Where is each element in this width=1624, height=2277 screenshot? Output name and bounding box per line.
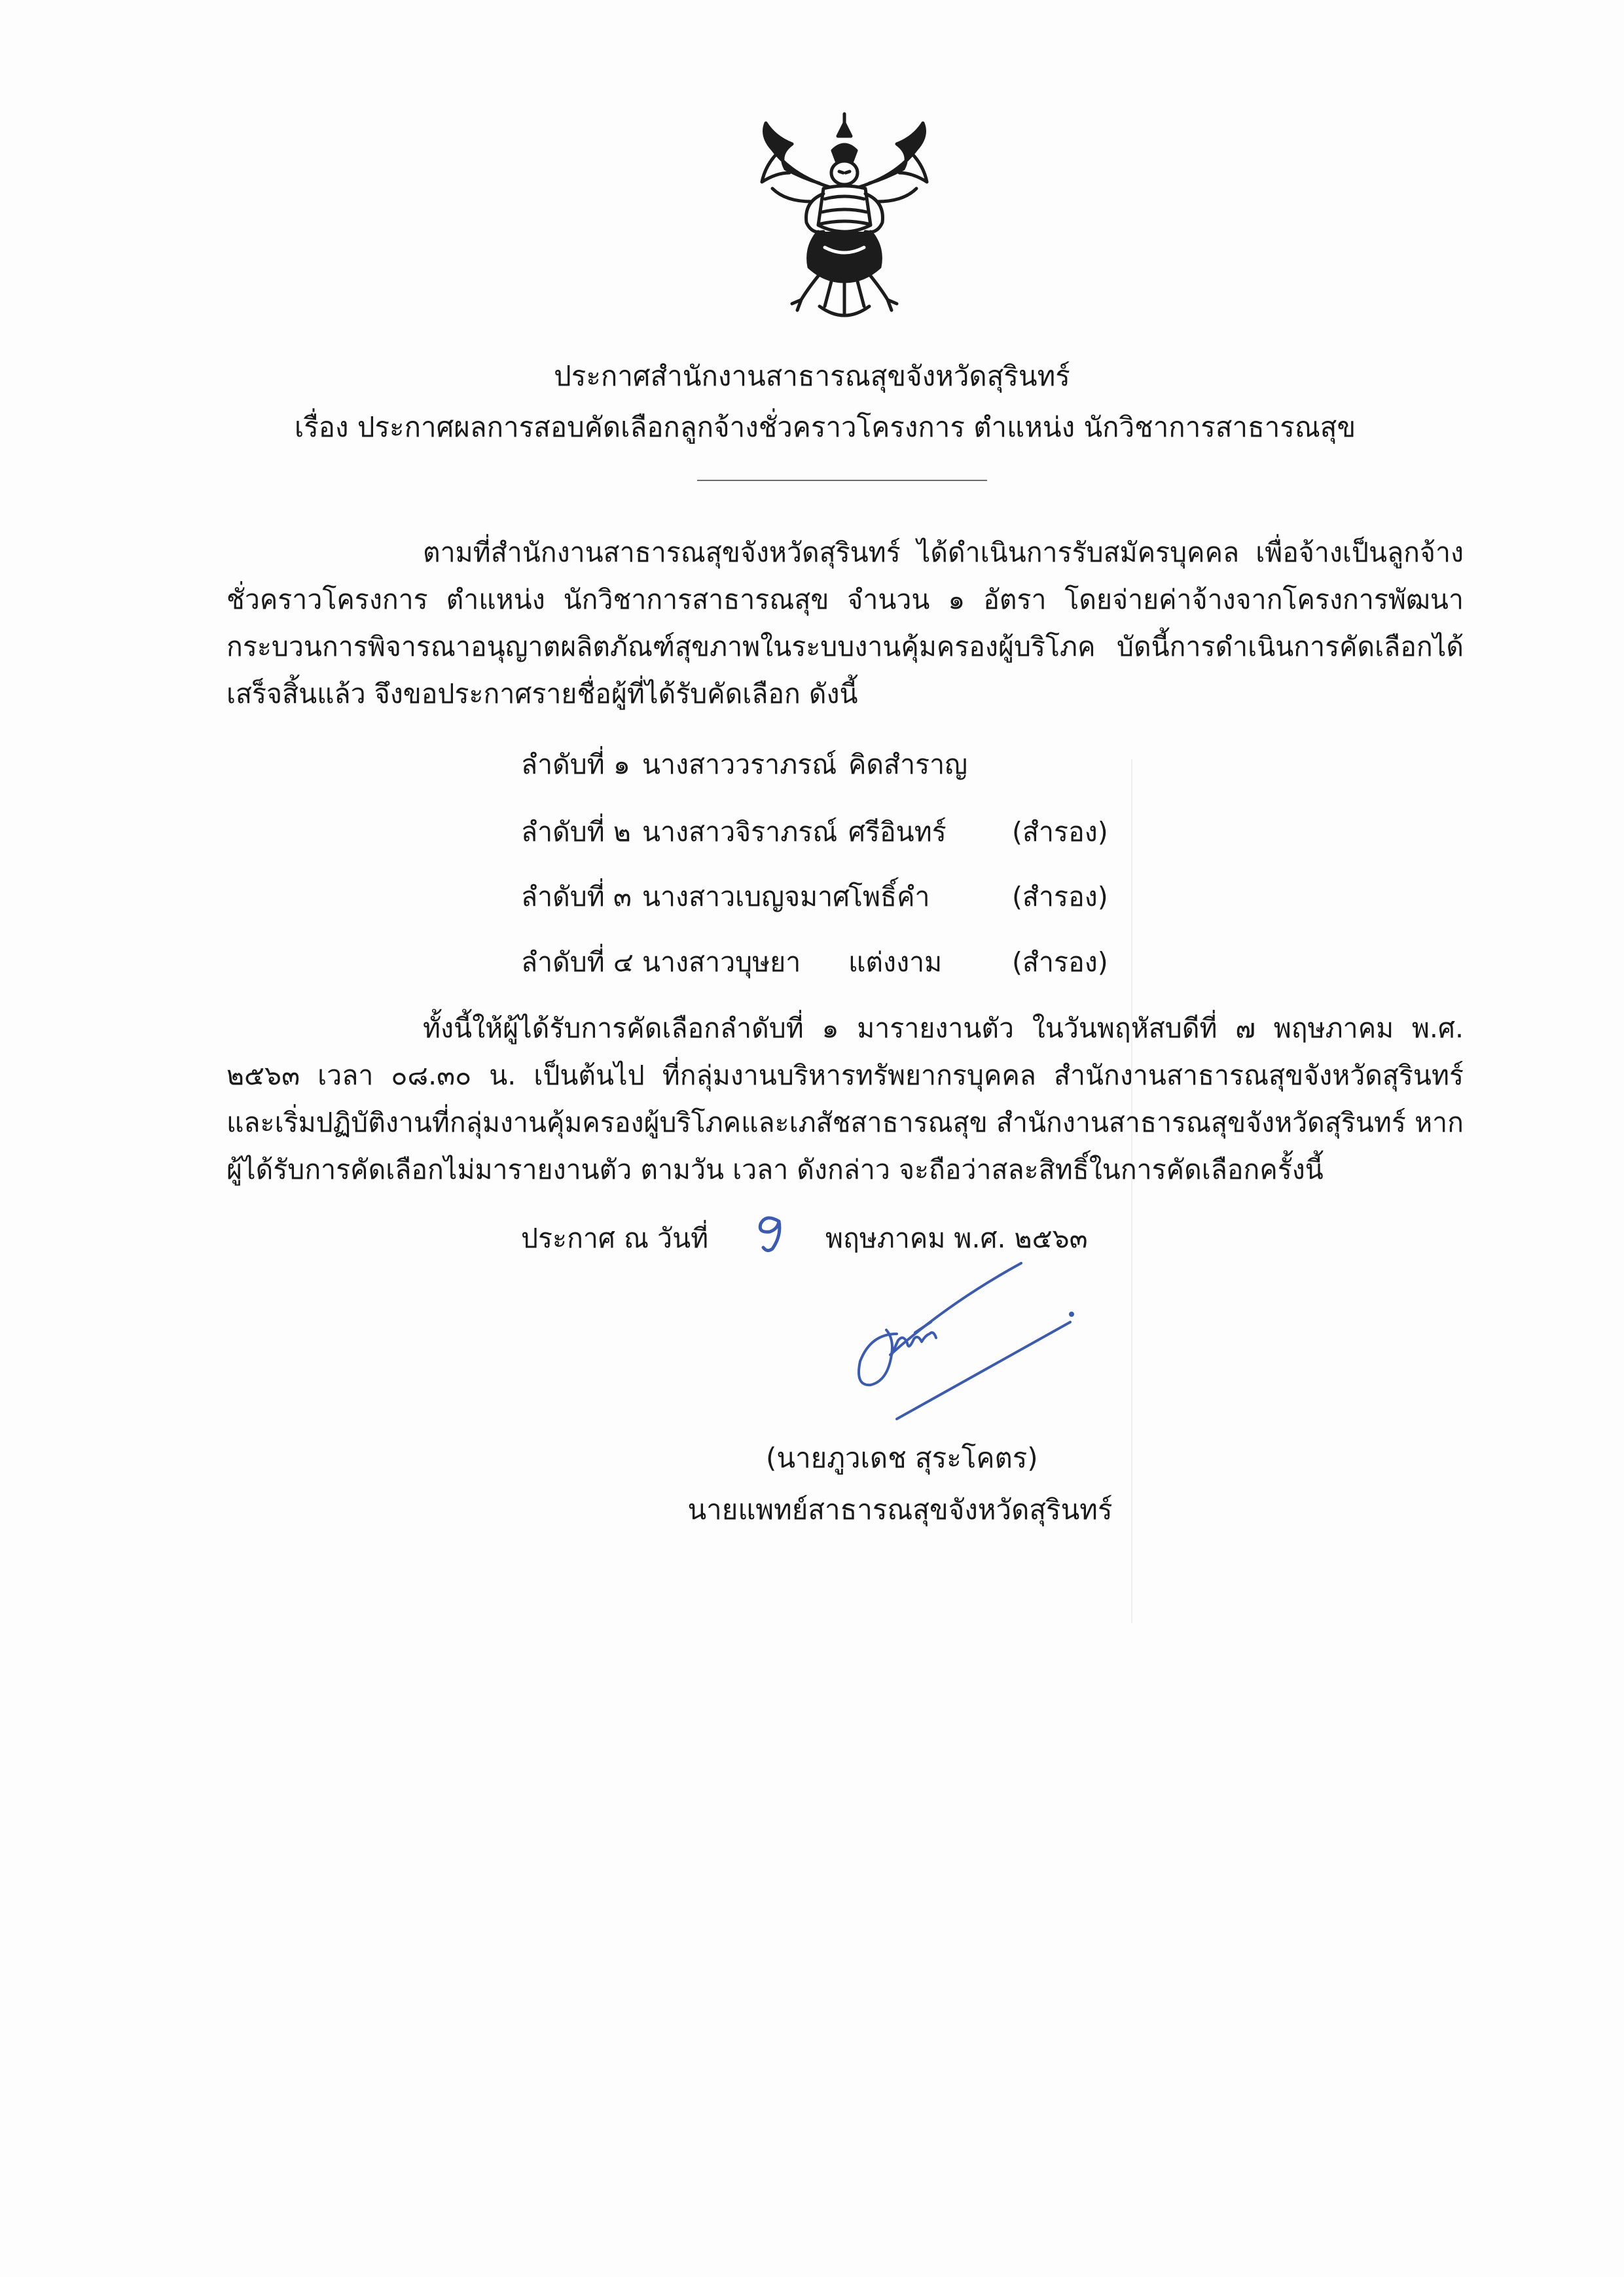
candidate-name: นางสาวบุษยา <box>642 946 801 978</box>
candidate-order: ลำดับที่ ๔ <box>521 946 634 978</box>
candidate-note: (สำรอง) <box>1012 881 1108 912</box>
signer-name: (นายภูวเดช สุระโคตร) <box>766 1442 1038 1474</box>
signer-position: นายแพทย์สาธารณสุขจังหวัดสุรินทร์ <box>687 1494 1113 1526</box>
signature-mark <box>844 1257 1093 1427</box>
candidate-surname: คิดสำราญ <box>848 749 968 780</box>
candidate-order: ลำดับที่ ๓ <box>521 881 632 912</box>
list-item <box>521 877 1176 916</box>
candidate-note: (สำรอง) <box>1012 946 1108 978</box>
candidate-surname: แต่งงาม <box>848 946 943 978</box>
candidate-order: ลำดับที่ ๒ <box>521 816 631 848</box>
list-item <box>521 812 1176 852</box>
date-prefix: ประกาศ ณ วันที่ <box>521 1223 709 1254</box>
announcement-subject: เรื่อง ประกาศผลการสอบคัดเลือกลูกจ้างชั่วคราวโครงการ ตำแหน่ง นักวิชาการสาธารณสุข <box>294 411 1356 443</box>
handwritten-day-number <box>746 1210 792 1255</box>
candidate-order: ลำดับที่ ๑ <box>521 749 630 780</box>
body-paragraph-instructions <box>226 1005 1464 1193</box>
list-item <box>521 745 1176 784</box>
body-paragraph-intro <box>226 529 1464 717</box>
intro-text: ตามที่สำนักงานสาธารณสุขจังหวัดสุรินทร์ ได้ดำเนินการรับสมัครบุคคล เพื่อจ้างเป็นลูกจ้างชั่วคราวโครงการ ตำแหน่ง นักวิชาการสาธารณสุข จำนวน ๑ อัตรา โดยจ่ายค่าจ้างจากโครงการพัฒนากระบวนการพิจารณาอนุญาตผลิตภัณฑ์สุขภาพในระบบงานคุ้มครองผู้บริโภค บัดนี้การดำเนินการคัดเลือกได้เสร็จสิ้นแล้ว จึงขอประกาศรายชื่อผู้ที่ได้รับคัดเลือก ดังนี้ <box>226 537 1464 709</box>
instructions-text: ทั้งนี้ให้ผู้ได้รับการคัดเลือกลำดับที่ ๑ มารายงานตัว ในวันพฤหัสบดีที่ ๗ พฤษภาคม พ.ศ. ๒๕๖๓ เวลา ๐๘.๓๐ น. เป็นต้นไป ที่กลุ่มงานบริหารทรัพยากรบุคคล สำนักงานสาธารณสุขจังหวัดสุรินทร์ และเริ่มปฏิบัติงานที่กลุ่มงานคุ้มครองผู้บริโภคและเภสัชสาธารณสุข สำนักงานสาธารณสุขจังหวัดสุรินทร์ หาก ผู้ได้รับการคัดเลือกไม่มารายงานตัว ตามวัน เวลา ดังกล่าว จะถือว่าสละสิทธิ์ในการคัดเลือกครั้งนี้ <box>226 1013 1464 1185</box>
announcement-title: ประกาศสำนักงานสาธารณสุขจังหวัดสุรินทร์ <box>554 360 1070 392</box>
candidate-note: (สำรอง) <box>1012 816 1108 848</box>
candidate-surname: โพธิ์คำ <box>848 881 930 912</box>
candidate-name: นางสาววราภรณ์ <box>642 749 837 780</box>
date-month-year: พฤษภาคม พ.ศ. ๒๕๖๓ <box>825 1223 1088 1254</box>
candidate-surname: ศรีอินทร์ <box>848 816 947 848</box>
garuda-emblem-icon <box>746 110 943 326</box>
list-item <box>521 942 1176 982</box>
header-divider <box>697 480 987 481</box>
candidate-name: นางสาวจิราภรณ์ <box>642 816 838 848</box>
candidate-name: นางสาวเบญจมาศ <box>642 881 850 912</box>
